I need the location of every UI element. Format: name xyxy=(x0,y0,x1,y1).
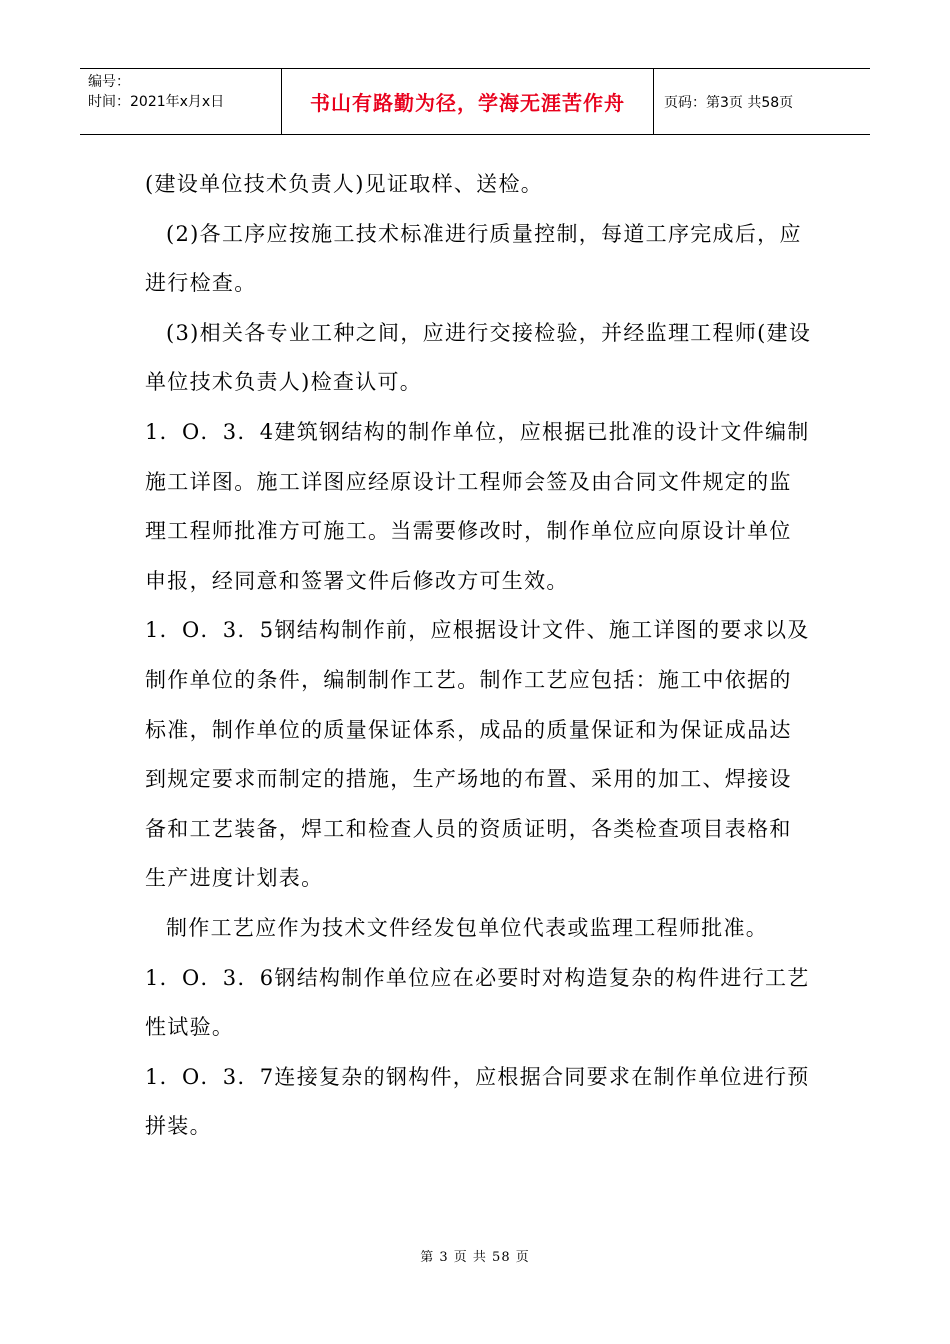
body-line: (建设单位技术负责人)见证取样、送检。 xyxy=(145,172,544,196)
body-line: 制作单位的条件，编制制作工艺。制作工艺应包括：施工中依据的 xyxy=(145,667,792,692)
header-page-info: 页码：第3页 共58页 xyxy=(664,94,794,111)
body-line: (3)相关各专业工种之间，应进行交接检验，并经监理工程师(建设 xyxy=(166,320,812,345)
document-number-label: 编号： xyxy=(88,74,130,90)
body-line: 申报，经同意和签署文件后修改方可生效。 xyxy=(145,568,569,593)
body-line: 1．O．3．4建筑钢结构的制作单位，应根据已批准的设计文件编制 xyxy=(145,419,810,444)
document-body xyxy=(145,160,810,1152)
body-line: 单位技术负责人)检查认可。 xyxy=(145,370,423,395)
body-line: 1．O．3．6钢结构制作单位应在必要时对构造复杂的构件进行工艺 xyxy=(145,965,810,990)
body-line: 备和工艺装备，焊工和检查人员的资质证明，各类检查项目表格和 xyxy=(145,816,792,841)
body-line: 理工程师批准方可施工。当需要修改时，制作单位应向原设计单位 xyxy=(145,519,792,544)
body-line: (2)各工序应按施工技术标准进行质量控制，每道工序完成后，应 xyxy=(166,221,802,246)
body-line: 1．O．3．7连接复杂的钢构件，应根据合同要求在制作单位进行预 xyxy=(145,1064,810,1089)
body-line: 拼装。 xyxy=(145,1114,212,1139)
page-header xyxy=(80,68,870,135)
body-line: 标准，制作单位的质量保证体系，成品的质量保证和为保证成品达 xyxy=(145,717,792,742)
document-time-label: 时间：2021年x月x日 xyxy=(88,94,225,110)
body-line: 性试验。 xyxy=(145,1015,235,1040)
header-motto: 书山有路勤为径，学海无涯苦作舟 xyxy=(282,69,654,134)
page-footer: 第 3 页 共 58 页 xyxy=(420,1250,530,1265)
body-line: 1．O．3．5钢结构制作前，应根据设计文件、施工详图的要求以及 xyxy=(145,618,810,643)
body-line: 施工详图。施工详图应经原设计工程师会签及由合同文件规定的监 xyxy=(145,469,792,494)
header-meta xyxy=(80,69,282,134)
body-line: 到规定要求而制定的措施，生产场地的布置、采用的加工、焊接设 xyxy=(145,767,792,792)
body-line: 制作工艺应作为技术文件经发包单位代表或监理工程师批准。 xyxy=(166,915,769,940)
body-line: 生产进度计划表。 xyxy=(145,866,324,891)
body-line: 进行检查。 xyxy=(145,271,257,296)
